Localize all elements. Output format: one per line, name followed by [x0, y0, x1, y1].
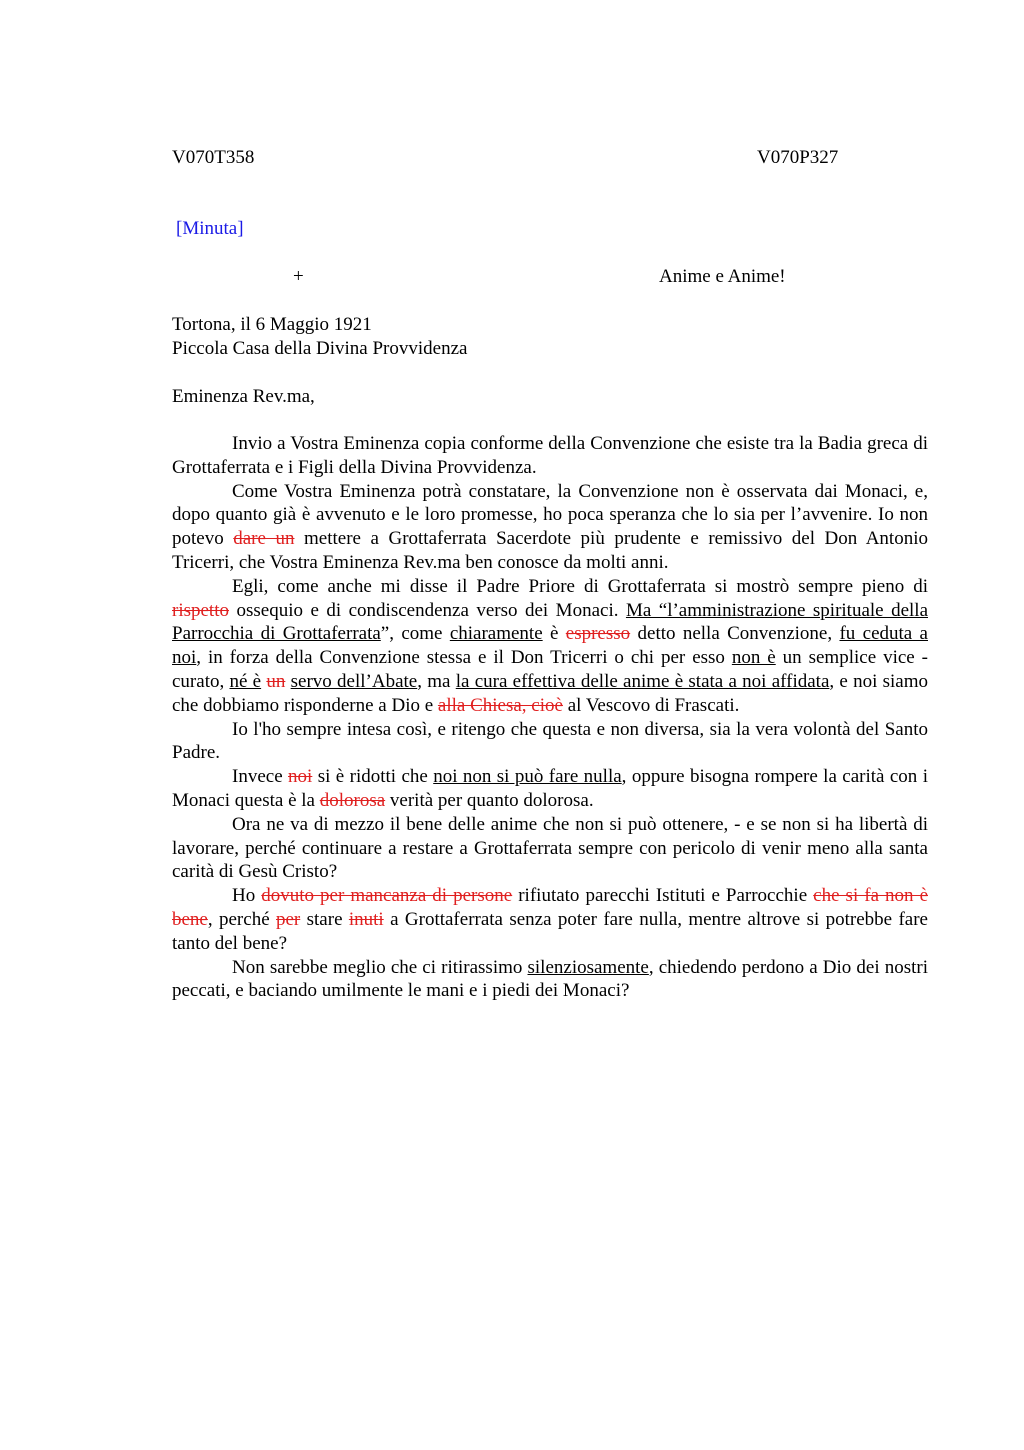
struck-text: alla Chiesa, cioè	[437, 694, 563, 716]
text-run: Ho	[232, 885, 262, 907]
text-run: Non sarebbe meglio che ci ritirassimo	[232, 956, 528, 978]
text-run: verità per quanto dolorosa.	[385, 789, 594, 811]
text-run: , perché	[207, 908, 276, 930]
text-run: , in forza della Convenzione stessa e il Don Tricerri o chi per esso	[196, 647, 732, 669]
underlined-text: non è	[731, 647, 776, 669]
paragraph	[172, 432, 928, 480]
institution-name: Piccola Casa della Divina Provvidenza	[172, 338, 468, 359]
text-run: , chiedendo perdono a Dio dei nostri peccati, e baciando umilmente le mani e i piedi dei Monaci?	[172, 956, 929, 1002]
struck-text: un	[266, 670, 286, 692]
cross-mark: +	[293, 266, 304, 287]
paragraph	[172, 480, 928, 575]
text-run: mettere a Grottaferrata Sacerdote più prudente e remissivo del Don Antonio Tricerri, che Vostra Eminenza Rev.ma ben conosce da molti anni.	[172, 528, 928, 573]
struck-text: che si fa non è bene	[172, 885, 928, 930]
underlined-text: fu ceduta a noi	[172, 623, 928, 669]
text-run: stare	[300, 908, 349, 930]
text-run: a Grottaferrata senza poter fare nulla, mentre altrove si potrebbe fare tanto del bene?	[172, 908, 928, 954]
text-run: Invece	[232, 766, 289, 788]
text-run: ossequio e di condiscendenza verso dei Monaci.	[229, 599, 626, 621]
underlined-text: noi non si può fare nulla	[433, 766, 622, 788]
place-date: Tortona, il 6 Maggio 1921	[172, 314, 372, 335]
paragraph	[172, 884, 928, 955]
paragraph	[172, 718, 928, 766]
text-run: al Vescovo di Frascati.	[562, 694, 740, 716]
underlined-text: né è	[229, 670, 262, 692]
underlined-text: servo dell’Abate	[290, 670, 418, 692]
struck-text: dolorosa	[319, 789, 386, 811]
document-code-right: V070P327	[757, 147, 839, 168]
text-run: è	[542, 623, 566, 645]
letter-body	[172, 432, 928, 1003]
underlined-text: silenziosamente	[527, 956, 649, 978]
paragraph	[172, 575, 928, 718]
text-run: Come Vostra Eminenza potrà constatare, la Convenzione non è osservata dai Monaci, e, dopo quanto già è avvenuto e le loro promesse, ho poca speranza che lo sia per l’avvenire. Io non potevo	[172, 480, 928, 550]
struck-text: espresso	[565, 623, 631, 645]
paragraph	[172, 765, 928, 813]
document-code-left: V070T358	[172, 147, 255, 168]
text-run: Invio a Vostra Eminenza copia conforme della Convenzione che esiste tra la Badia greca di Grottaferrata e i Figli della Divina Provvidenza.	[172, 433, 928, 478]
text-run: ”, come	[380, 623, 450, 645]
text-run: , e noi siamo che dobbiamo risponderne a Dio e	[172, 670, 928, 716]
struck-text: rispetto	[172, 599, 229, 621]
text-run: detto nella Convenzione,	[630, 623, 840, 645]
struck-text: dovuto per mancanza di persone	[261, 885, 513, 907]
struck-text: per	[276, 908, 301, 930]
text-run: un semplice vice - curato,	[172, 647, 928, 692]
paragraph	[172, 813, 928, 884]
underlined-text: chiaramente	[449, 623, 543, 645]
struck-text: dare un	[233, 528, 295, 550]
text-run: Io l'ho sempre intesa così, e ritengo che questa e non diversa, sia la vera volontà del Santo Padre.	[172, 718, 928, 764]
underlined-text: la cura effettiva delle anime è stata a noi affidata	[455, 670, 830, 692]
underlined-text: Ma “l’amministrazione spirituale della Parrocchia di Grottaferrata	[172, 599, 928, 645]
motto: Anime e Anime!	[659, 266, 786, 287]
struck-text: inuti	[348, 908, 384, 930]
salutation: Eminenza Rev.ma,	[172, 386, 315, 407]
paragraph	[172, 956, 928, 1004]
text-run: Ora ne va di mezzo il bene delle anime che non si può ottenere, - e se non si ha libertà di lavorare, perché continuare a restare a Grottaferrata sempre con pericolo di venir meno alla santa carità di Gesù Cristo?	[172, 813, 928, 883]
text-run: , oppure bisogna rompere la carità con i Monaci questa è la	[172, 766, 928, 811]
text-run: , ma	[417, 670, 456, 692]
struck-text: noi	[288, 766, 313, 788]
text-run: Egli, come anche mi disse il Padre Priore di Grottaferrata si mostrò sempre pieno di	[232, 575, 928, 597]
minuta-label: [Minuta]	[176, 218, 244, 239]
text-run: rifiutato parecchi Istituti e Parrocchie	[512, 885, 814, 907]
text-run: si è ridotti che	[312, 766, 434, 788]
